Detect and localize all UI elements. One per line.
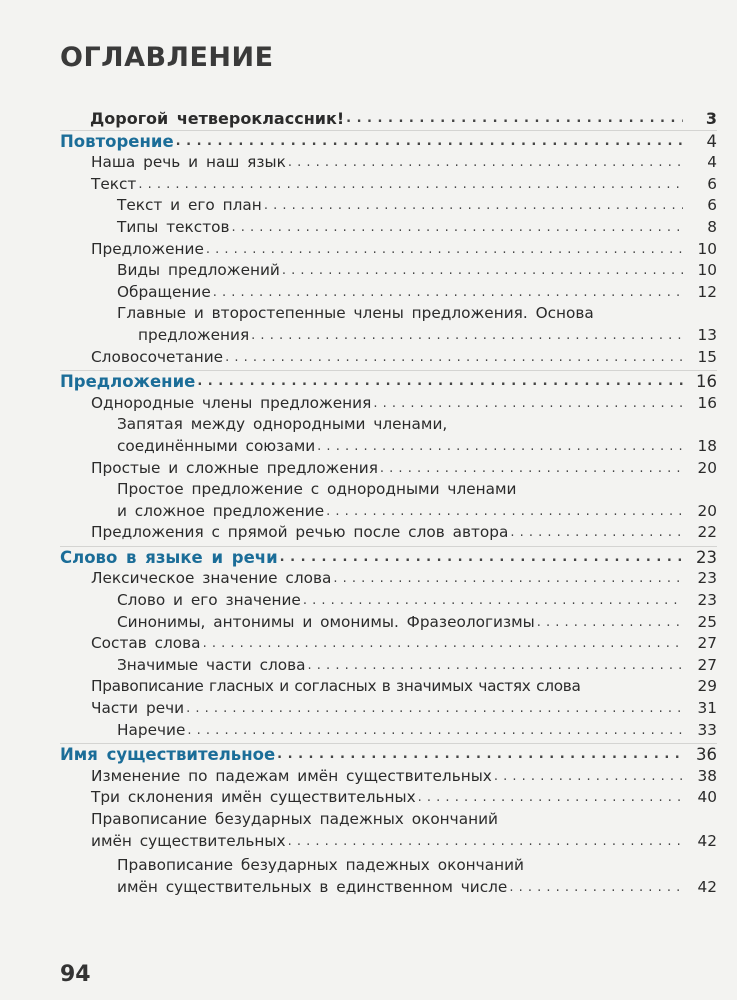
toc-entry[interactable] bbox=[60, 458, 717, 480]
toc-entry[interactable] bbox=[60, 633, 717, 655]
leader-dots bbox=[418, 787, 683, 809]
table-of-contents bbox=[60, 108, 717, 898]
toc-section-heading[interactable] bbox=[60, 370, 717, 393]
toc-label: Состав слова bbox=[91, 633, 203, 655]
leader-dots bbox=[346, 108, 683, 130]
toc-label: имён существительных в единственном числе bbox=[117, 877, 509, 899]
toc-label: Главные и второстепенные члены предложения. Основа bbox=[117, 303, 596, 325]
toc-page: 10 bbox=[697, 261, 717, 280]
toc-label: Текст и его план bbox=[117, 195, 264, 217]
toc-page: 8 bbox=[707, 217, 717, 236]
toc-label: Типы текстов bbox=[117, 217, 231, 239]
leader-dots bbox=[231, 217, 683, 239]
toc-page: 33 bbox=[697, 720, 717, 739]
toc-page: 6 bbox=[707, 174, 717, 193]
toc-section-heading[interactable] bbox=[60, 546, 717, 569]
leader-dots bbox=[288, 152, 683, 174]
toc-page: 36 bbox=[696, 745, 717, 765]
leader-dots bbox=[282, 260, 683, 282]
leader-dots bbox=[537, 612, 683, 634]
leader-dots bbox=[264, 195, 683, 217]
toc-section-heading[interactable] bbox=[60, 743, 717, 766]
leader-dots bbox=[333, 568, 683, 590]
toc-page: 23 bbox=[697, 569, 717, 588]
leader-dots bbox=[373, 393, 683, 415]
toc-entry[interactable] bbox=[60, 590, 717, 612]
toc-entry[interactable] bbox=[60, 787, 717, 809]
toc-entry-line2[interactable] bbox=[60, 436, 717, 458]
toc-entry[interactable] bbox=[60, 720, 717, 742]
toc-label: Повторение bbox=[60, 131, 174, 151]
toc-entry-line2[interactable] bbox=[60, 325, 717, 347]
toc-label: Предложение bbox=[91, 239, 206, 261]
toc-entry-line1[interactable] bbox=[60, 855, 717, 877]
toc-page: 42 bbox=[697, 831, 717, 850]
leader-dots bbox=[197, 371, 683, 393]
leader-dots bbox=[277, 744, 683, 766]
toc-page: 6 bbox=[707, 196, 717, 215]
leader-dots bbox=[186, 698, 683, 720]
toc-label: Правописание безударных падежных окончаний bbox=[117, 855, 526, 877]
toc-entry[interactable] bbox=[60, 522, 717, 544]
leader-dots bbox=[225, 347, 683, 369]
toc-page: 25 bbox=[697, 612, 717, 631]
leader-dots bbox=[280, 547, 683, 569]
toc-entry[interactable] bbox=[60, 612, 717, 634]
page-title: ОГЛАВЛЕНИЕ bbox=[60, 42, 274, 73]
toc-entry[interactable] bbox=[60, 152, 717, 174]
toc-entry[interactable] bbox=[60, 676, 717, 698]
toc-label: и сложное предложение bbox=[117, 501, 326, 523]
toc-label: Виды предложений bbox=[117, 260, 282, 282]
toc-label: предложения bbox=[138, 325, 251, 347]
toc-section-heading[interactable] bbox=[60, 130, 717, 153]
toc-entry[interactable] bbox=[60, 174, 717, 196]
toc-label: Имя существительное bbox=[60, 745, 276, 765]
leader-dots bbox=[494, 766, 683, 788]
toc-label: Предложения с прямой речью после слов автора bbox=[91, 522, 510, 544]
leader-dots bbox=[213, 282, 683, 304]
toc-page: 15 bbox=[697, 347, 717, 366]
toc-label: имён существительных bbox=[91, 831, 288, 853]
page-number: 94 bbox=[60, 962, 91, 987]
toc-page: 20 bbox=[697, 458, 717, 477]
leader-dots bbox=[510, 522, 683, 544]
toc-label: Слово и его значение bbox=[117, 590, 303, 612]
leader-dots bbox=[380, 458, 683, 480]
toc-page: 22 bbox=[697, 523, 717, 542]
leader-dots bbox=[326, 501, 683, 523]
leader-dots bbox=[303, 590, 683, 612]
toc-entry[interactable] bbox=[60, 108, 717, 130]
toc-label: Предложение bbox=[60, 372, 196, 392]
toc-label: Три склонения имён существительных bbox=[91, 787, 418, 809]
toc-entry[interactable] bbox=[60, 282, 717, 304]
toc-label: Значимые части слова bbox=[117, 655, 308, 677]
leader-dots bbox=[288, 831, 683, 853]
toc-label: соединёнными союзами bbox=[117, 436, 317, 458]
toc-page: 27 bbox=[697, 655, 717, 674]
toc-page: 12 bbox=[697, 282, 717, 301]
toc-entry-line2[interactable] bbox=[60, 501, 717, 523]
toc-label: Запятая между однородными членами, bbox=[117, 414, 449, 436]
toc-entry[interactable] bbox=[60, 239, 717, 261]
toc-label: Правописание гласных и согласных в значимых частях слова bbox=[91, 676, 583, 698]
toc-page: 3 bbox=[705, 109, 717, 128]
toc-page: 38 bbox=[697, 766, 717, 785]
leader-dots bbox=[138, 174, 683, 196]
toc-entry[interactable] bbox=[60, 655, 717, 677]
toc-entry[interactable] bbox=[60, 260, 717, 282]
leader-dots bbox=[203, 633, 683, 655]
toc-page: 4 bbox=[707, 153, 717, 172]
toc-label: Слово в языке и речи bbox=[60, 547, 278, 567]
toc-entry[interactable] bbox=[60, 698, 717, 720]
toc-label: Части речи bbox=[91, 698, 186, 720]
toc-page: 4 bbox=[706, 131, 717, 151]
toc-label: Текст bbox=[91, 174, 138, 196]
toc-entry-line1[interactable] bbox=[60, 414, 717, 436]
toc-entry-line1[interactable] bbox=[60, 303, 717, 325]
toc-label: Изменение по падежам имён существительных bbox=[91, 766, 494, 788]
toc-page: 23 bbox=[696, 547, 717, 567]
leader-dots bbox=[206, 239, 683, 261]
toc-page: 20 bbox=[697, 501, 717, 520]
toc-label: Обращение bbox=[117, 282, 213, 304]
toc-label: Простые и сложные предложения bbox=[91, 458, 380, 480]
toc-page: 27 bbox=[697, 634, 717, 653]
leader-dots bbox=[317, 436, 683, 458]
leader-dots bbox=[176, 131, 683, 153]
toc-page: 31 bbox=[697, 699, 717, 718]
toc-page: 42 bbox=[697, 877, 717, 896]
toc-label: Наречие bbox=[117, 720, 187, 742]
leader-dots bbox=[251, 325, 683, 347]
toc-entry[interactable] bbox=[60, 393, 717, 415]
toc-entry-line2[interactable] bbox=[60, 831, 717, 853]
toc-page: 40 bbox=[697, 788, 717, 807]
toc-entry[interactable] bbox=[60, 568, 717, 590]
toc-label: Лексическое значение слова bbox=[91, 568, 333, 590]
toc-page: 23 bbox=[697, 591, 717, 610]
toc-page: 16 bbox=[697, 393, 717, 412]
toc-entry-line2[interactable] bbox=[60, 877, 717, 899]
toc-page: 10 bbox=[697, 239, 717, 258]
toc-label: Простое предложение с однородными членами bbox=[117, 479, 519, 501]
toc-entry[interactable] bbox=[60, 766, 717, 788]
toc-page: 29 bbox=[697, 677, 717, 696]
toc-entry-line1[interactable] bbox=[60, 479, 717, 501]
toc-label: Наша речь и наш язык bbox=[91, 152, 288, 174]
toc-label: Однородные члены предложения bbox=[91, 393, 373, 415]
toc-label: Словосочетание bbox=[91, 347, 225, 369]
toc-page: 16 bbox=[696, 372, 717, 392]
toc-label: Синонимы, антонимы и омонимы. Фразеологизмы bbox=[117, 612, 537, 634]
leader-dots bbox=[509, 877, 683, 899]
toc-label: Дорогой четвероклассник! bbox=[90, 109, 345, 128]
toc-entry-line1[interactable] bbox=[60, 809, 717, 831]
toc-entry[interactable] bbox=[60, 217, 717, 239]
leader-dots bbox=[308, 655, 683, 677]
leader-dots bbox=[187, 720, 683, 742]
toc-label: Правописание безударных падежных окончаний bbox=[91, 809, 500, 831]
toc-page: 18 bbox=[697, 436, 717, 455]
toc-entry[interactable] bbox=[60, 195, 717, 217]
toc-page: 13 bbox=[697, 325, 717, 344]
toc-entry[interactable] bbox=[60, 347, 717, 369]
